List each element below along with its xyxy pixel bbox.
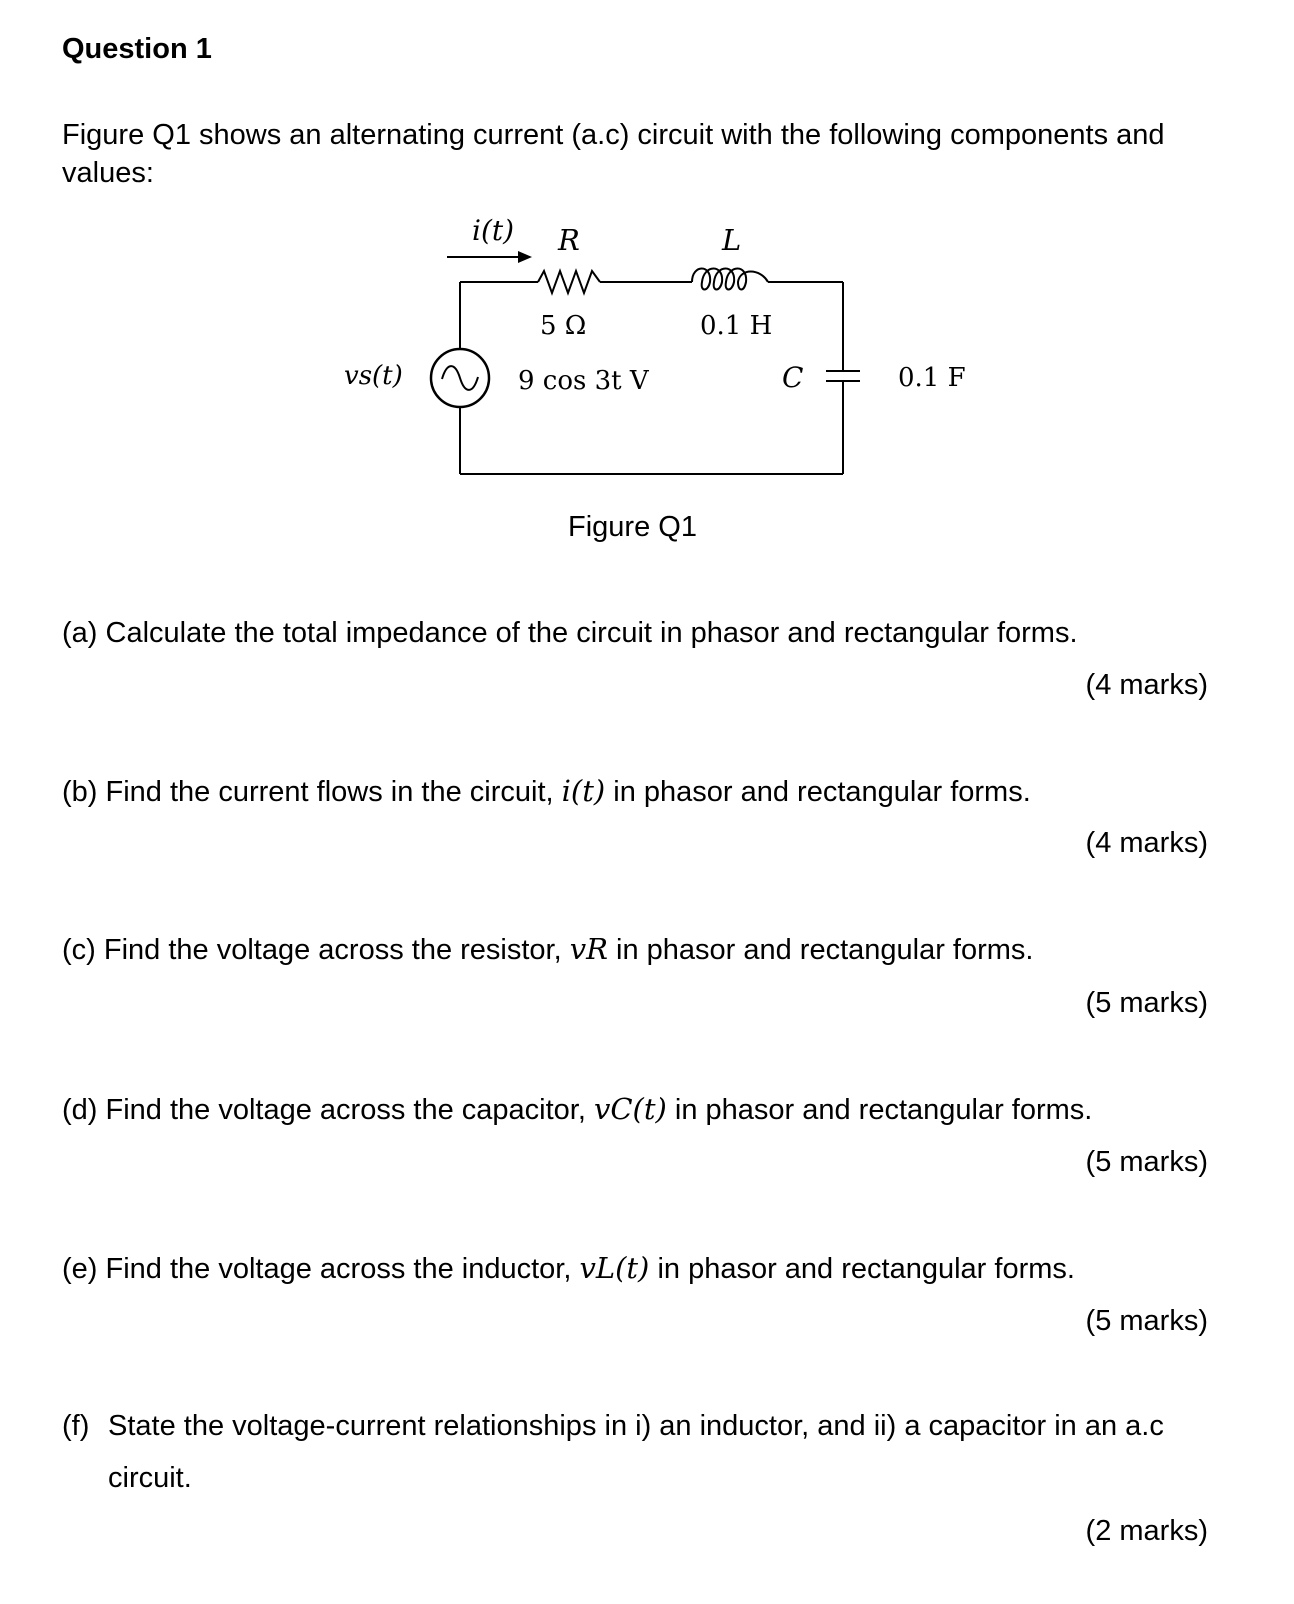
question-d-math: vC(t) (593, 1092, 667, 1126)
question-e-text-end: in phasor and rectangular forms. (649, 1253, 1075, 1285)
capacitor-symbol (826, 371, 860, 381)
question-e-text-start: (e) Find the voltage across the inductor, (62, 1253, 580, 1285)
figure-caption: Figure Q1 (568, 511, 697, 543)
question-d (62, 1090, 1242, 1129)
question-b (62, 772, 1242, 811)
question-c (62, 930, 1242, 969)
inductor-value: 0.1 H (700, 311, 773, 341)
question-e-marks: (5 marks) (1085, 1305, 1208, 1337)
question-c-marks: (5 marks) (1085, 987, 1208, 1019)
intro-text: Figure Q1 shows an alternating current (a.c) circuit with the following components and values: (62, 119, 1165, 189)
question-a (62, 614, 1242, 652)
ac-source-symbol (431, 349, 489, 407)
current-arrow (447, 251, 532, 263)
question-a-text: (a) Calculate the total impedance of the circuit in phasor and rectangular forms. (62, 617, 1078, 649)
capacitor-label: C (782, 361, 804, 394)
question-b-text-start: (b) Find the current flows in the circuit, (62, 776, 562, 808)
question-b-math: i(t) (561, 774, 606, 808)
resistor-label: R (558, 223, 580, 257)
question-f-label: (f) (62, 1410, 90, 1442)
source-value: 9 cos 3t V (518, 366, 649, 396)
resistor-value: 5 Ω (540, 311, 587, 341)
question-b-text-end: in phasor and rectangular forms. (605, 776, 1031, 808)
question-f-marks: (2 marks) (1085, 1515, 1208, 1547)
current-label: i(t) (472, 214, 515, 247)
inductor-label: L (722, 223, 742, 257)
source-label: vs(t) (344, 361, 403, 391)
question-e-math: vL(t) (579, 1251, 650, 1285)
question-a-marks: (4 marks) (1085, 669, 1208, 701)
question-c-text-end: in phasor and rectangular forms. (607, 934, 1034, 966)
circuit-diagram (0, 0, 1294, 560)
question-b-marks: (4 marks) (1085, 827, 1208, 859)
question-title: Question 1 (62, 33, 212, 65)
question-d-text-start: (d) Find the voltage across the capacitor, (62, 1094, 594, 1126)
question-d-text-end: in phasor and rectangular forms. (666, 1094, 1093, 1126)
question-f-text: State the voltage-current relationships in i) an inductor, and ii) a capacitor in an a.c circuit. (108, 1410, 1164, 1494)
inductor-symbol (692, 269, 768, 290)
resistor-symbol (538, 271, 600, 293)
capacitor-value: 0.1 F (898, 363, 966, 393)
question-d-marks: (5 marks) (1085, 1146, 1208, 1178)
question-c-text-start: (c) Find the voltage across the resistor, (62, 934, 570, 966)
question-c-math: vR (569, 932, 608, 966)
question-e (62, 1249, 1242, 1288)
